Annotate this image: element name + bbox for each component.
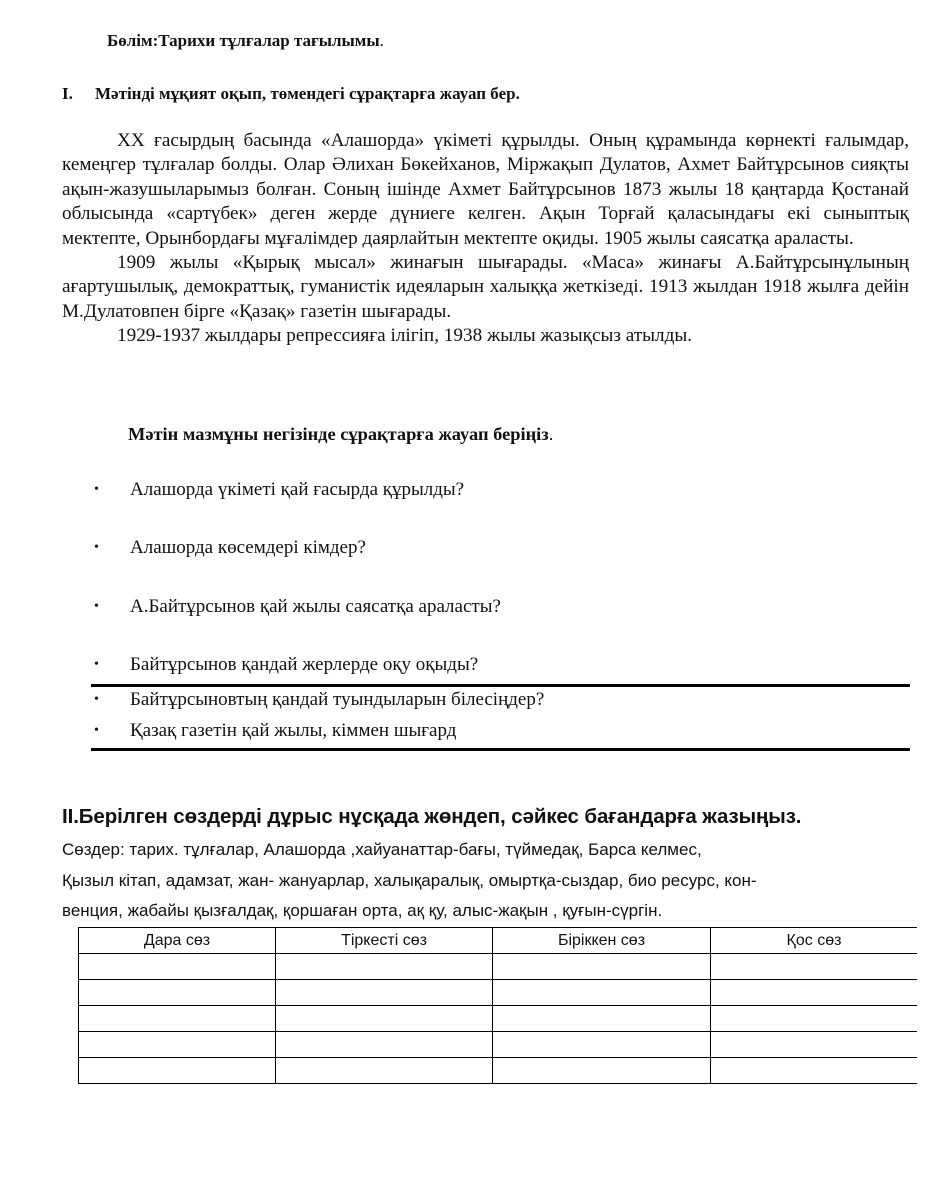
questions-instruction-text: Мәтін мазмұны негізінде сұрақтарға жауап беріңіз	[128, 424, 549, 444]
bullet-icon: •	[94, 540, 99, 555]
question-item	[92, 689, 544, 711]
table-cell[interactable]	[493, 1006, 711, 1032]
table-cell[interactable]	[276, 1058, 493, 1084]
table-row	[79, 1032, 918, 1058]
question-item	[92, 596, 501, 618]
question-text: Байтұрсынов қандай жерлерде оқу оқыды?	[130, 654, 479, 675]
table-cell[interactable]	[711, 954, 918, 980]
bullet-icon: •	[94, 657, 99, 672]
question-item	[92, 537, 366, 559]
questions-instruction-period: .	[548, 424, 554, 444]
question-text: Алашорда үкіметі қай ғасырда құрылды?	[130, 479, 465, 500]
word-list-line: венция, жабайы қызғалдақ, қоршаған орта, ақ қу, алыс-жақын , қуғын-сүргін.	[62, 901, 663, 920]
task1-heading	[62, 84, 520, 104]
table-row	[79, 954, 918, 980]
table-cell[interactable]	[493, 980, 711, 1006]
column-header-paired-word: Қос сөз	[711, 928, 918, 954]
reading-paragraph: ХХ ғасырдың басында «Алашорда» үкіметі құрылды. Оның құрамында көрнекті ғалымдар, кемеңгер тұлғалар болды. Олар Әлихан Бөкейханов, Міржақып Дулатов, Ахмет Байтұрсынов сияқты ақын-жазушыларымыз болған. Соның ішінде Ахмет Байтұрсынов 1873 жылы 18 қаңтарда Қостанай облысында «сартүбек» деген жерде дүниеге келген. Ақын Торғай қаласындағы екі сыныптық мектепте, Орынбордағы мұғалімдер даярлайтын мектепте оқиды. 1905 жылы саясатқа араласты.	[62, 130, 909, 249]
section-title	[107, 31, 384, 51]
table-cell[interactable]	[79, 954, 276, 980]
table-row	[79, 980, 918, 1006]
table-cell[interactable]	[711, 980, 918, 1006]
table-header-row	[79, 928, 918, 954]
question-text: Алашорда көсемдері кімдер?	[130, 537, 366, 558]
task2-heading: II.Берілген сөздерді дұрыс нұсқада жөндеп, сәйкес бағандарға жазыңыз.	[62, 805, 802, 828]
horizontal-rule	[91, 684, 910, 687]
column-header-single-word: Дара сөз	[79, 928, 276, 954]
word-sorting-table	[78, 927, 917, 1084]
section-title-text: Бөлім:Тарихи тұлғалар тағылымы	[107, 31, 380, 50]
column-header-phrase-word: Тіркесті сөз	[276, 928, 493, 954]
table-cell[interactable]	[79, 1006, 276, 1032]
bullet-icon: •	[94, 599, 99, 614]
reading-paragraph: 1929-1937 жылдары репрессияға ілігіп, 1938 жылы жазықсыз атылды.	[117, 325, 693, 347]
table-cell[interactable]	[79, 1058, 276, 1084]
bullet-icon: •	[94, 482, 99, 497]
word-list-line: Қызыл кітап, адамзат, жан- жануарлар, халықаралық, омыртқа-сыздар, био ресурс, кон-	[62, 871, 757, 890]
word-list-line: Сөздер: тарих. тұлғалар, Алашорда ,хайуанаттар-бағы, түймедақ, Барса келмес,	[62, 840, 702, 859]
bullet-icon: •	[94, 723, 99, 738]
question-item	[92, 479, 464, 501]
table-cell[interactable]	[711, 1058, 918, 1084]
table-cell[interactable]	[711, 1032, 918, 1058]
task1-heading-text: Мәтінді мұқият оқып, төмендегі сұрақтарға жауап бер.	[95, 84, 520, 103]
table-cell[interactable]	[276, 980, 493, 1006]
table-cell[interactable]	[493, 1032, 711, 1058]
section-title-period: .	[379, 31, 384, 50]
table-cell[interactable]	[493, 1058, 711, 1084]
task1-number: I.	[62, 84, 73, 103]
table-cell[interactable]	[493, 954, 711, 980]
table-cell[interactable]	[276, 1006, 493, 1032]
table-row	[79, 1006, 918, 1032]
table-row	[79, 1058, 918, 1084]
question-item	[92, 654, 478, 676]
table-cell[interactable]	[711, 1006, 918, 1032]
reading-paragraph: 1909 жылы «Қырық мысал» жинағын шығарады. «Маса» жинағы А.Байтұрсынұлының ағартушылық, демократтық, гуманистік идеяларын халыққа жеткізеді. 1913 жылдан 1918 жылға дейін М.Дулатовпен бірге «Қазақ» газетін шығарады.	[62, 252, 909, 322]
question-text: Қазақ газетін қай жылы, кіммен шығард	[130, 720, 457, 741]
table-cell[interactable]	[276, 954, 493, 980]
horizontal-rule	[91, 748, 910, 751]
bullet-icon: •	[94, 692, 99, 707]
column-header-compound-word: Біріккен сөз	[493, 928, 711, 954]
table-cell[interactable]	[276, 1032, 493, 1058]
questions-instruction	[128, 424, 553, 445]
question-text: А.Байтұрсынов қай жылы саясатқа араласты?	[130, 596, 501, 617]
table-cell[interactable]	[79, 980, 276, 1006]
reading-text	[62, 129, 909, 349]
table-cell[interactable]	[79, 1032, 276, 1058]
question-text: Байтұрсыновтың қандай туындыларын білесіңдер?	[130, 689, 545, 710]
question-item	[92, 720, 456, 742]
